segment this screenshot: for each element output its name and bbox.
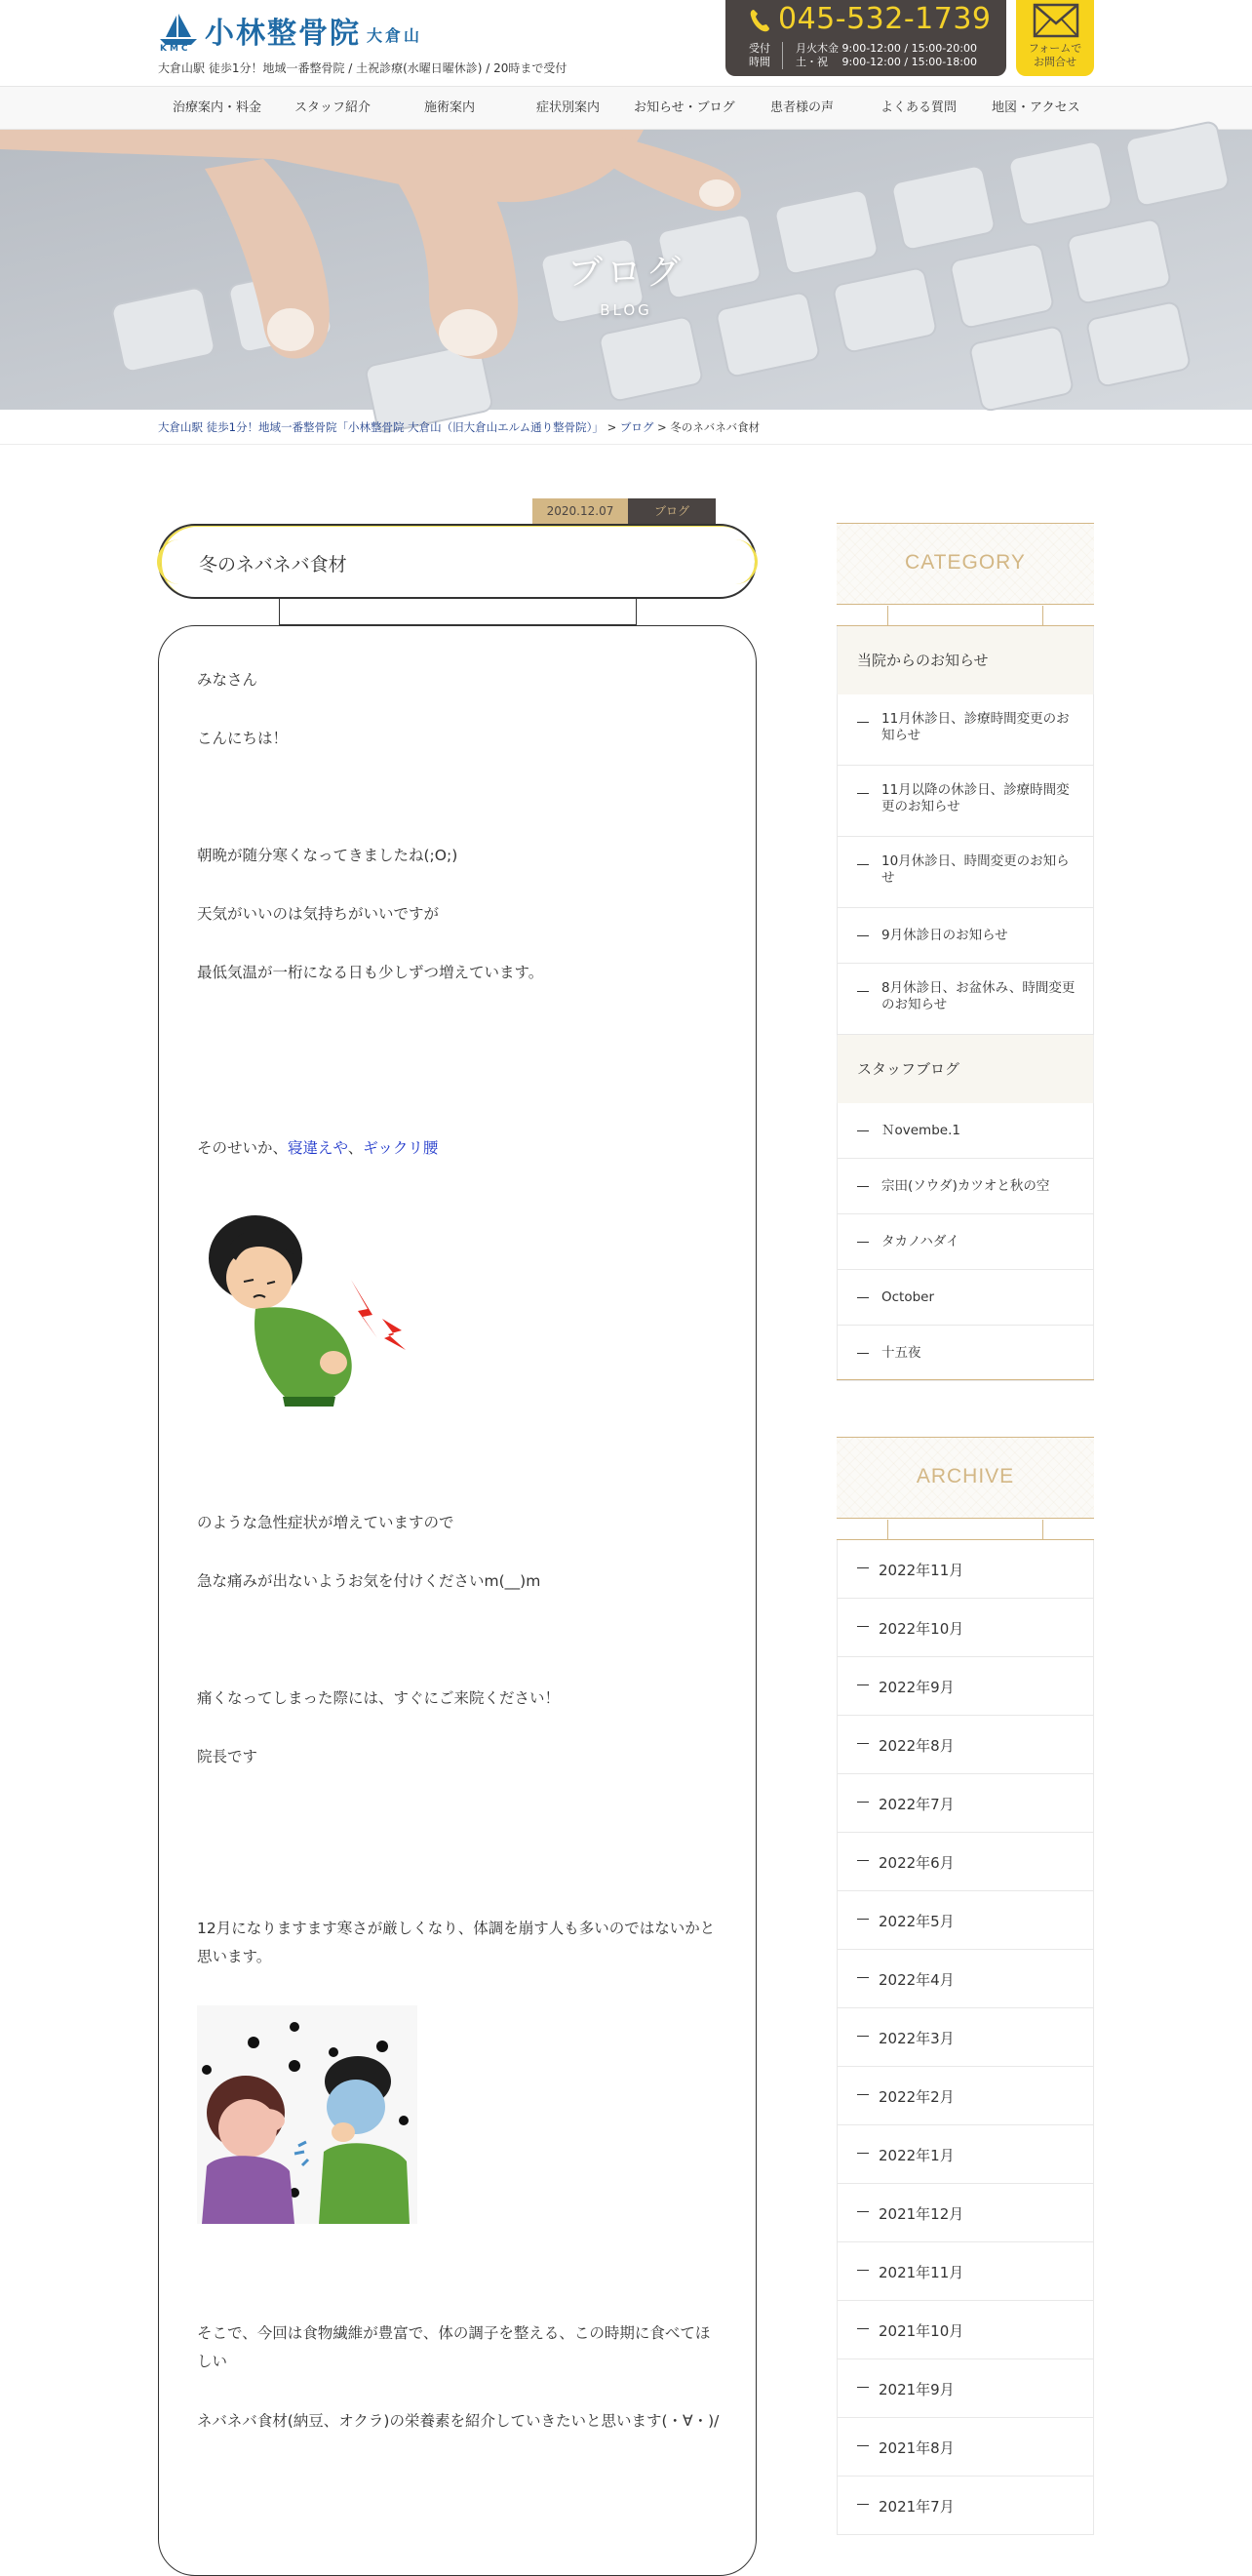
category-item-label: タカノハダイ [881,1234,959,1249]
nav-access[interactable]: 地図・アクセス [992,100,1080,115]
archive-item[interactable] [837,1833,1094,1891]
archive-item-label: 2022年4月 [879,1971,955,1989]
archive-item[interactable] [837,1950,1094,2008]
archive-item[interactable] [837,2359,1094,2418]
contact-form-label [1016,42,1094,69]
archive-item-label: 2021年10月 [879,2322,964,2340]
category-item[interactable] [837,694,1094,766]
category-group-label: 当院からのお知らせ [857,652,989,669]
phone-icon [749,8,770,33]
dash-icon [857,1297,869,1298]
hours-weekend: 土・祝 9:00-12:00 / 15:00-18:00 [796,56,977,68]
nav-treatment-fees[interactable]: 治療案内・料金 [173,100,262,115]
archive-item[interactable] [837,2125,1094,2184]
post-paragraph [197,1136,438,1158]
archive-item-label: 2022年11月 [879,1562,964,1579]
archive-item-label: 2021年7月 [879,2498,955,2516]
divider [0,444,1252,445]
dash-icon [857,1919,869,1920]
hours-text [796,42,977,69]
link-nechigae[interactable]: 寝違えや [288,1139,348,1157]
dash-icon [857,2445,869,2446]
archive-item[interactable] [837,2418,1094,2477]
category-item-label: Ｎovembe.1 [881,1123,960,1138]
connector [837,1520,1094,1540]
dash-icon [857,935,869,936]
category-item-label: 8月休診日、お盆休み、時間変更のお知らせ [881,980,1076,1012]
archive-item[interactable] [837,2008,1094,2067]
post-title-box [158,524,757,599]
post-title: 冬のネバネバ食材 [199,554,347,575]
dash-icon [857,2094,869,2095]
back-pain-illustration [197,1202,417,1407]
dash-icon [857,2328,869,2329]
post-paragraph: 最低気温が一桁になる日も少しずつ増えています。 [197,964,544,981]
logo-name: 小林整骨院 [205,17,361,51]
post-paragraph: そこで、今回は食物繊維が豊富で、体の調子を整える、この時期に食べてほしい [197,2324,711,2370]
dash-icon [857,2036,869,2037]
nav-news-blog[interactable]: お知らせ・ブログ [634,100,735,115]
link-gikkurigoshi[interactable]: ギックリ腰 [363,1139,439,1157]
hero-banner [0,130,1252,410]
category-item-label: 十五夜 [881,1345,921,1361]
category-item[interactable] [837,1103,1094,1159]
post-paragraph: こんにちは！ [197,730,289,747]
archive-item[interactable] [837,2184,1094,2242]
dash-icon [857,1242,869,1243]
category-item[interactable] [837,1326,1094,1381]
category-group-notices[interactable] [837,626,1094,694]
title-accent-right [719,539,758,584]
breadcrumb [158,419,760,435]
category-item-label: 宗田(ソウダ)カツオと秋の空 [881,1178,1050,1194]
dash-icon [857,2153,869,2154]
category-group-staff-blog[interactable] [837,1035,1094,1103]
dash-icon [857,793,869,794]
breadcrumb-current: 冬のネバネバ食材 [670,420,761,434]
text: 、 [347,1139,364,1157]
text: そのせいか、 [197,1139,289,1157]
archive-heading: ARCHIVE [916,1465,1015,1487]
post-paragraph: 天気がいいのは気持ちがいいですが [197,905,440,923]
archive-item-label: 2022年2月 [879,2088,955,2106]
logo-mark-text: KMC [160,44,191,54]
hours-label [745,42,774,69]
dash-icon [857,722,869,723]
post-paragraph: のような急性症状が増えていますので [197,1514,454,1531]
hours-label-2: 時間 [749,56,770,68]
connector [636,599,637,626]
archive-heading-box [837,1437,1094,1519]
dash-icon [857,1130,869,1131]
archive-item[interactable] [837,1774,1094,1833]
dash-icon [857,1743,869,1744]
archive-item-label: 2022年6月 [879,1854,955,1872]
category-item[interactable] [837,1214,1094,1270]
category-item-label: 9月休診日のお知らせ [881,928,1008,943]
category-item[interactable] [837,766,1094,837]
title-accent-left [157,539,196,584]
hours-label-1: 受付 [749,42,770,55]
ship-logo-icon [158,12,199,53]
archive-item[interactable] [837,1716,1094,1774]
connector [837,606,1094,626]
hero-subtitle: BLOG [600,301,652,319]
archive-item[interactable] [837,1540,1094,1599]
archive-item-label: 2022年1月 [879,2147,955,2164]
dash-icon [857,1353,869,1354]
dash-icon [857,1860,869,1861]
site-logo[interactable] [158,12,422,53]
logo-sub: 大倉山 [367,26,423,45]
dash-icon [857,1567,869,1568]
dash-icon [857,2504,869,2505]
category-item-label: 11月以降の休診日、診療時間変更のお知らせ [881,782,1070,814]
phone-box[interactable] [725,0,1006,76]
dash-icon [857,2387,869,2388]
dash-icon [857,1684,869,1685]
post-paragraph: 急な痛みが出ないようお気を付けくださいm(__)m [197,1572,541,1590]
nav-faq[interactable]: よくある質問 [880,100,958,115]
main-nav [0,86,1252,130]
dash-icon [857,1802,869,1803]
archive-item-label: 2022年7月 [879,1796,955,1813]
nav-staff[interactable]: スタッフ紹介 [294,100,372,115]
category-group-label: スタッフブログ [857,1060,960,1078]
post-paragraph: 朝晩が随分寒くなってきましたね(;O;) [197,847,458,864]
category-item-label: 10月休診日、時間変更のお知らせ [881,853,1070,886]
archive-item[interactable] [837,2477,1094,2535]
nav-reviews[interactable]: 患者様の声 [770,100,835,115]
archive-item-label: 2022年9月 [879,1679,955,1696]
post-paragraph: みなさん [197,671,258,689]
hours-weekday: 月火木金 9:00-12:00 / 15:00-20:00 [796,42,977,55]
archive-item-label: 2021年12月 [879,2205,964,2223]
archive-item[interactable] [837,2242,1094,2301]
category-heading: CATEGORY [905,551,1026,574]
nav-symptoms[interactable]: 症状別案内 [536,100,601,115]
category-item[interactable] [837,837,1094,908]
archive-item[interactable] [837,2067,1094,2125]
category-item[interactable] [837,1159,1094,1214]
cold-sickness-illustration [197,2005,417,2224]
site-header [0,0,1252,86]
post-paragraph: 12月になりますます寒さが厳しくなり、体調を崩す人も多いのではないかと思います。 [197,1920,716,1965]
category-heading-box [837,523,1094,605]
mail-icon [1034,4,1078,37]
archive-item-label: 2022年3月 [879,2030,955,2047]
post-paragraph: 痛くなってしまった際には、すぐにご来院ください！ [197,1689,561,1707]
hero-title: ブログ [567,253,685,293]
breadcrumb-home-link[interactable]: 大倉山駅 徒歩1分！地域一番整骨院「小林整骨院 大倉山（旧大倉山エルム通り整骨院）」 [158,420,604,434]
post-category-tag[interactable]: ブログ [628,498,716,524]
category-item[interactable] [837,964,1094,1035]
archive-item-label: 2021年9月 [879,2381,955,2398]
dash-icon [857,1977,869,1978]
nav-treatments[interactable]: 施術案内 [424,100,476,115]
category-item[interactable] [837,908,1094,964]
archive-item[interactable] [837,1657,1094,1716]
dash-icon [857,2211,869,2212]
dash-icon [857,1626,869,1627]
archive-item[interactable] [837,1599,1094,1657]
category-item[interactable] [837,1270,1094,1326]
post-paragraph: ネバネバ食材(納豆、オクラ)の栄養素を紹介していきたいと思います(・∀・)/ [197,2412,720,2430]
archive-item-label: 2021年11月 [879,2264,964,2281]
breadcrumb-separator: > [653,420,671,434]
divider [837,1379,1094,1380]
archive-item[interactable] [837,2301,1094,2359]
contact-form-button[interactable] [1016,0,1094,76]
archive-item[interactable] [837,1891,1094,1950]
divider [782,42,783,69]
archive-item-label: 2022年8月 [879,1737,955,1755]
dash-icon [857,991,869,992]
archive-item-label: 2021年8月 [879,2439,955,2457]
dash-icon [857,1186,869,1187]
category-item-label: October [881,1289,935,1305]
post-paragraph: 院長です [197,1748,258,1765]
connector [279,599,280,626]
breadcrumb-blog-link[interactable]: ブログ [619,420,654,434]
archive-item-label: 2022年5月 [879,1913,955,1930]
dash-icon [857,2270,869,2271]
form-label-1: フォームで [1028,42,1082,55]
dash-icon [857,864,869,865]
form-label-2: お問合せ [1034,56,1076,68]
category-item-label: 11月休診日、診療時間変更のお知らせ [881,711,1070,743]
tagline: 大倉山駅 徒歩1分！地域一番整骨院 / 土祝診療(水曜日曜休診) / 20時まで受付 [158,61,567,75]
post-date: 2020.12.07 [532,498,628,524]
archive-item-label: 2022年10月 [879,1620,964,1638]
breadcrumb-separator: > [603,420,620,434]
phone-number[interactable]: 045-532-1739 [778,2,992,36]
